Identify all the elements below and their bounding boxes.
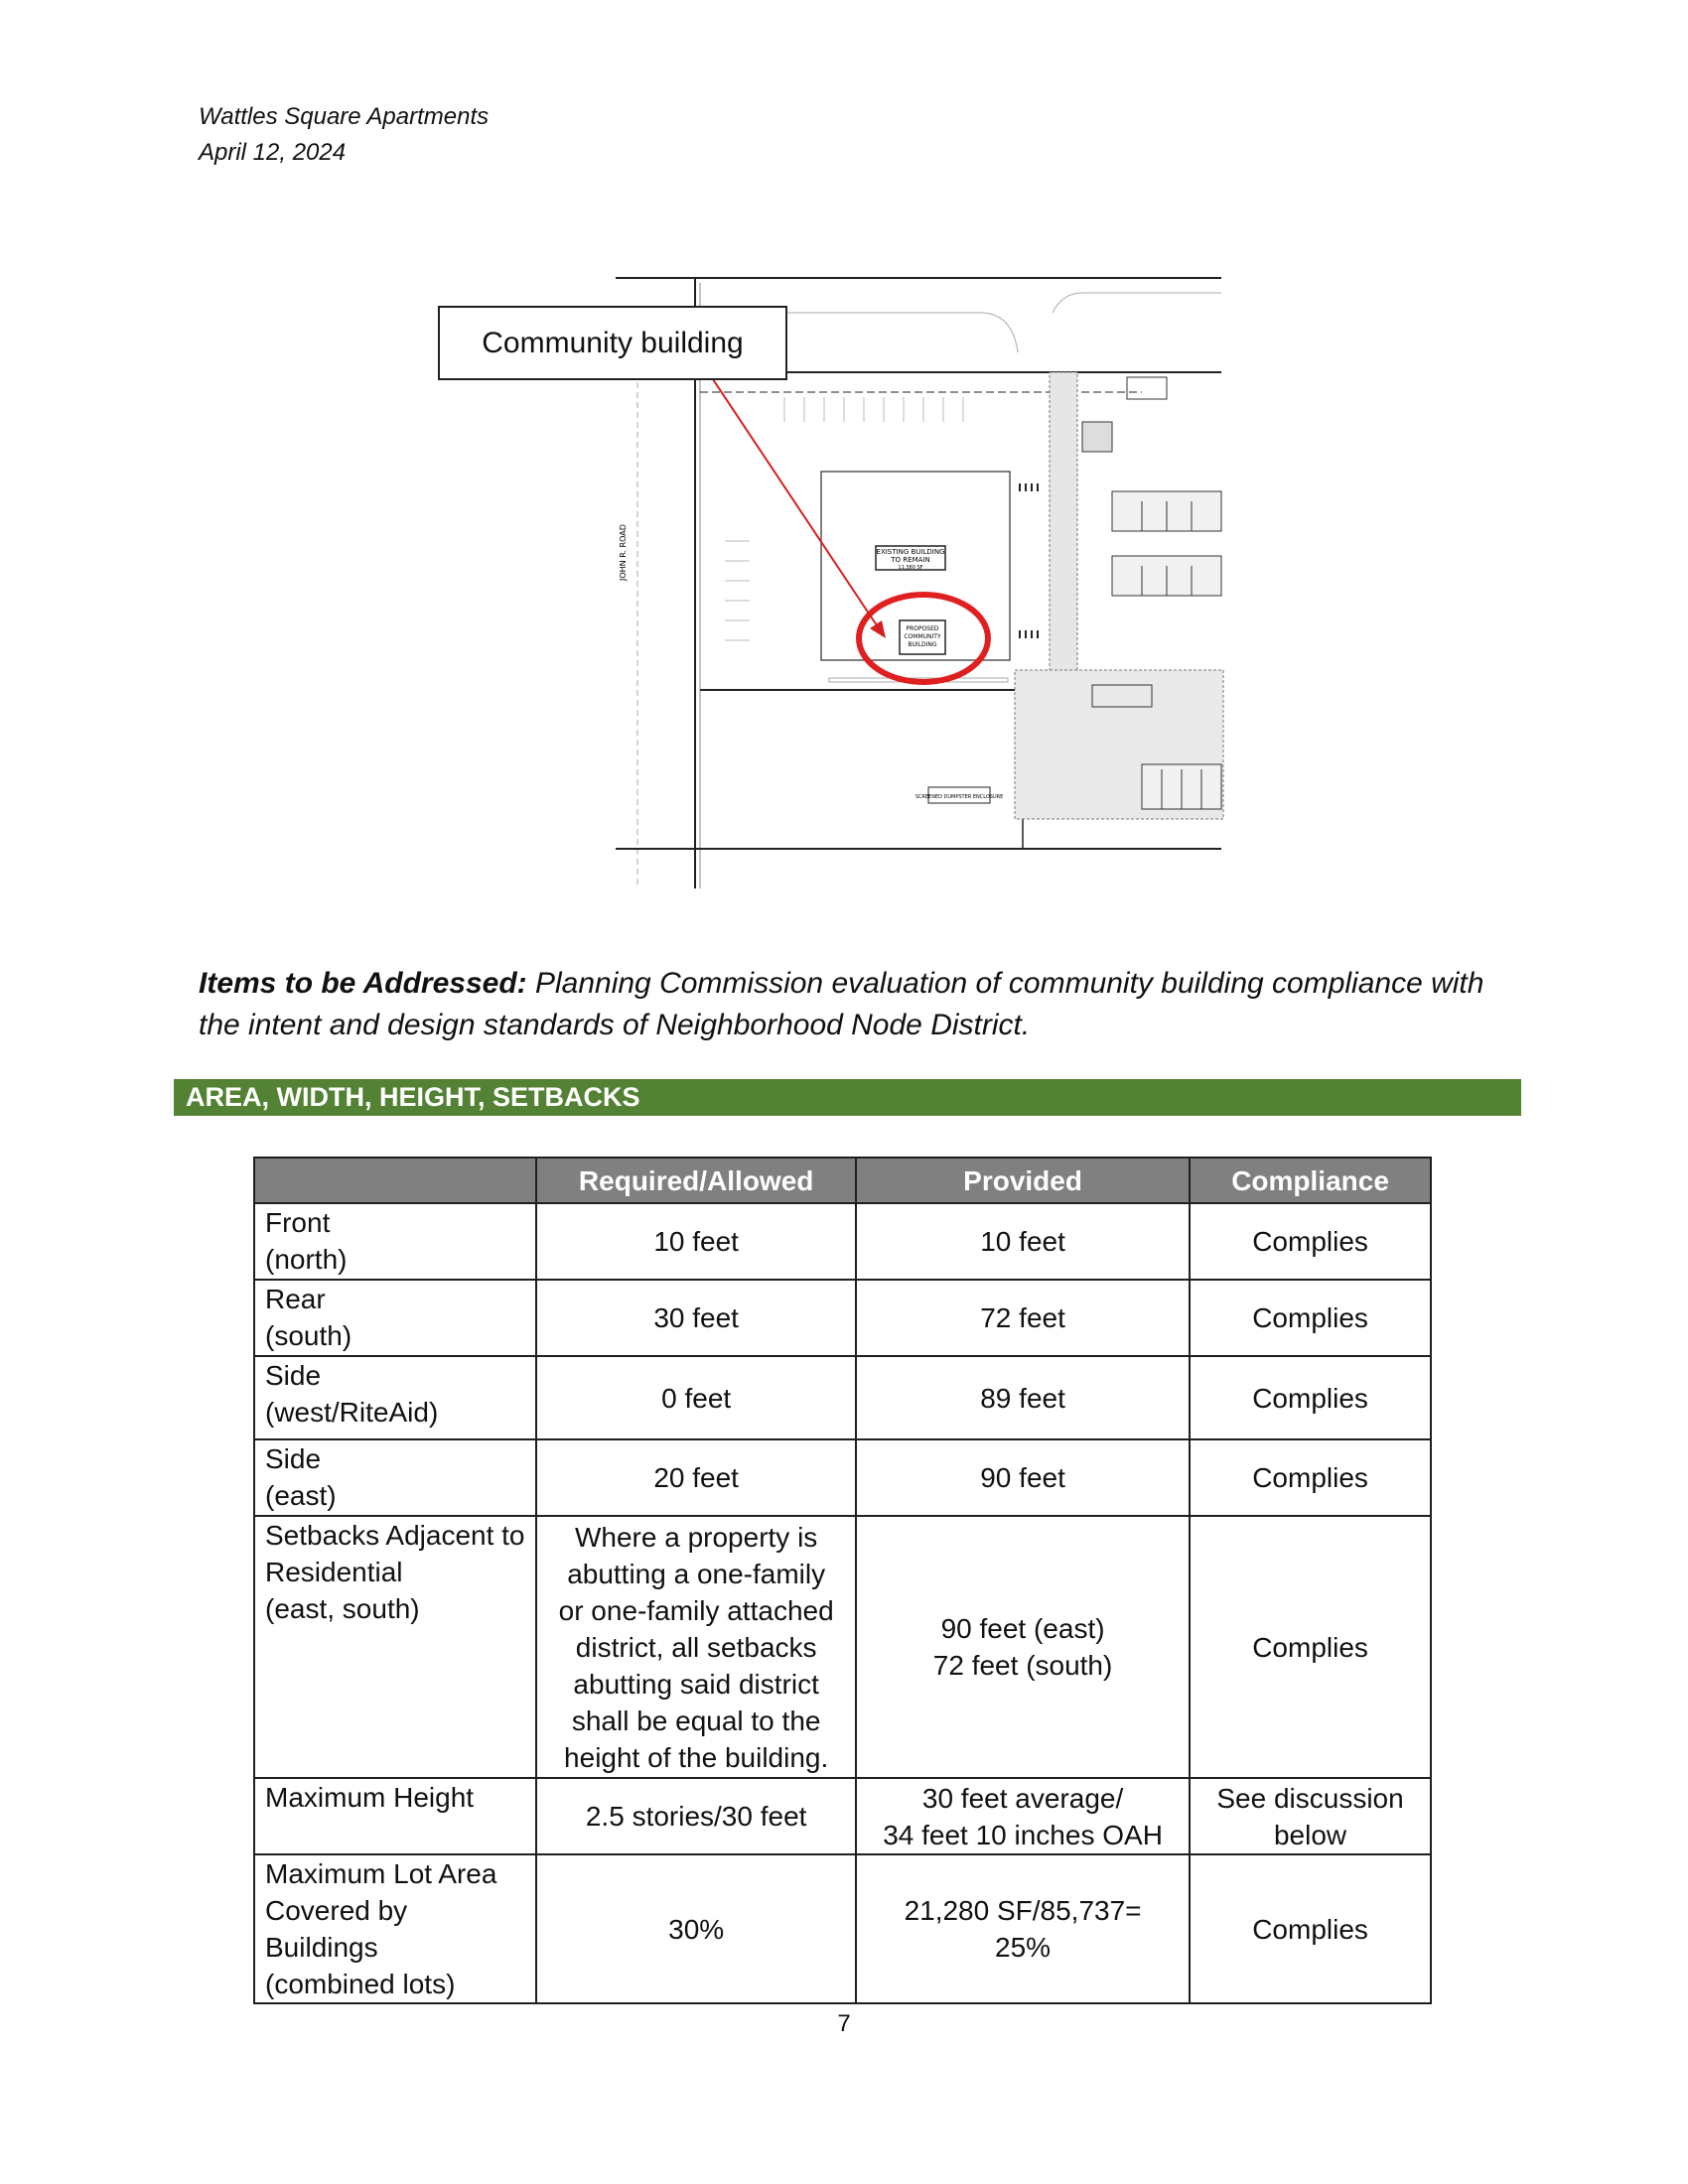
existing-building-label: EXISTING BUILDING xyxy=(876,548,945,556)
table-row xyxy=(254,1356,1431,1439)
required-cell: 20 feet xyxy=(536,1439,856,1516)
proposed-building-label-3: BUILDING xyxy=(908,641,937,648)
road-label: JOHN R. ROAD xyxy=(619,524,628,581)
compliance-cell: Complies xyxy=(1190,1203,1431,1280)
setbacks-table xyxy=(253,1157,1432,2004)
compliance-cell: See discussion below xyxy=(1190,1778,1431,1854)
items-lead: Items to be Addressed: xyxy=(199,967,527,1000)
provided-cell: 30 feet average/ 34 feet 10 inches OAH xyxy=(856,1778,1190,1854)
provided-cell: 10 feet xyxy=(856,1203,1190,1280)
items-text: Planning Commission evaluation of community building compliance with the intent and design standards of Neighborhood Node District. xyxy=(199,967,1484,1041)
row-label: Setbacks Adjacent to Residential (east, south) xyxy=(254,1516,536,1778)
row-label: Rear (south) xyxy=(254,1280,536,1356)
table-header-row xyxy=(254,1158,1431,1203)
document-header xyxy=(199,99,489,171)
provided-cell: 89 feet xyxy=(856,1356,1190,1439)
existing-building-label-2: TO REMAIN xyxy=(891,556,930,564)
header-provided: Provided xyxy=(856,1158,1190,1203)
document-date: April 12, 2024 xyxy=(199,139,347,166)
required-cell: 2.5 stories/30 feet xyxy=(536,1778,856,1854)
required-cell: 0 feet xyxy=(536,1356,856,1439)
table-row xyxy=(254,1203,1431,1280)
compliance-cell: Complies xyxy=(1190,1439,1431,1516)
compliance-cell: Complies xyxy=(1190,1516,1431,1778)
site-plan-figure xyxy=(427,253,1231,908)
items-to-be-addressed xyxy=(199,963,1509,1046)
row-label: Side (west/RiteAid) xyxy=(254,1356,536,1439)
proposed-building-label-1: PROPOSED xyxy=(906,625,939,632)
row-label: Maximum Height xyxy=(254,1778,536,1854)
compliance-cell: Complies xyxy=(1190,1280,1431,1356)
row-label: Side (east) xyxy=(254,1439,536,1516)
provided-cell: 90 feet (east) 72 feet (south) xyxy=(856,1516,1190,1778)
table-row xyxy=(254,1280,1431,1356)
compliance-cell: Complies xyxy=(1190,1356,1431,1439)
page-number: 7 xyxy=(837,2010,851,2037)
callout-arrow xyxy=(685,338,879,628)
table-row xyxy=(254,1516,1431,1778)
required-cell: Where a property is abutting a one-family or one-family attached district, all setbacks abutting said district shall be equal to the height of the building. xyxy=(536,1516,856,1778)
table-row xyxy=(254,1854,1431,2003)
dumpster-label: SCREENED DUMPSTER ENCLOSURE xyxy=(914,794,1004,800)
header-required: Required/Allowed xyxy=(536,1158,856,1203)
provided-cell: 90 feet xyxy=(856,1439,1190,1516)
row-label: Maximum Lot Area Covered by Buildings (combined lots) xyxy=(254,1854,536,2003)
provided-cell: 72 feet xyxy=(856,1280,1190,1356)
table-row xyxy=(254,1439,1431,1516)
required-cell: 30 feet xyxy=(536,1280,856,1356)
compliance-cell: Complies xyxy=(1190,1854,1431,2003)
header-compliance: Compliance xyxy=(1190,1158,1431,1203)
required-cell: 30% xyxy=(536,1854,856,2003)
proposed-building-label-2: COMMUNITY xyxy=(904,633,941,640)
existing-building-area: 11,380 SF xyxy=(898,565,923,571)
project-name: Wattles Square Apartments xyxy=(199,103,490,130)
table-row xyxy=(254,1778,1431,1854)
required-cell: 10 feet xyxy=(536,1203,856,1280)
provided-cell: 21,280 SF/85,737= 25% xyxy=(856,1854,1190,2003)
section-heading: AREA, WIDTH, HEIGHT, SETBACKS xyxy=(174,1079,1521,1116)
callout-label: Community building xyxy=(482,327,744,359)
row-label: Front (north) xyxy=(254,1203,536,1280)
header-cell-blank xyxy=(254,1158,536,1203)
